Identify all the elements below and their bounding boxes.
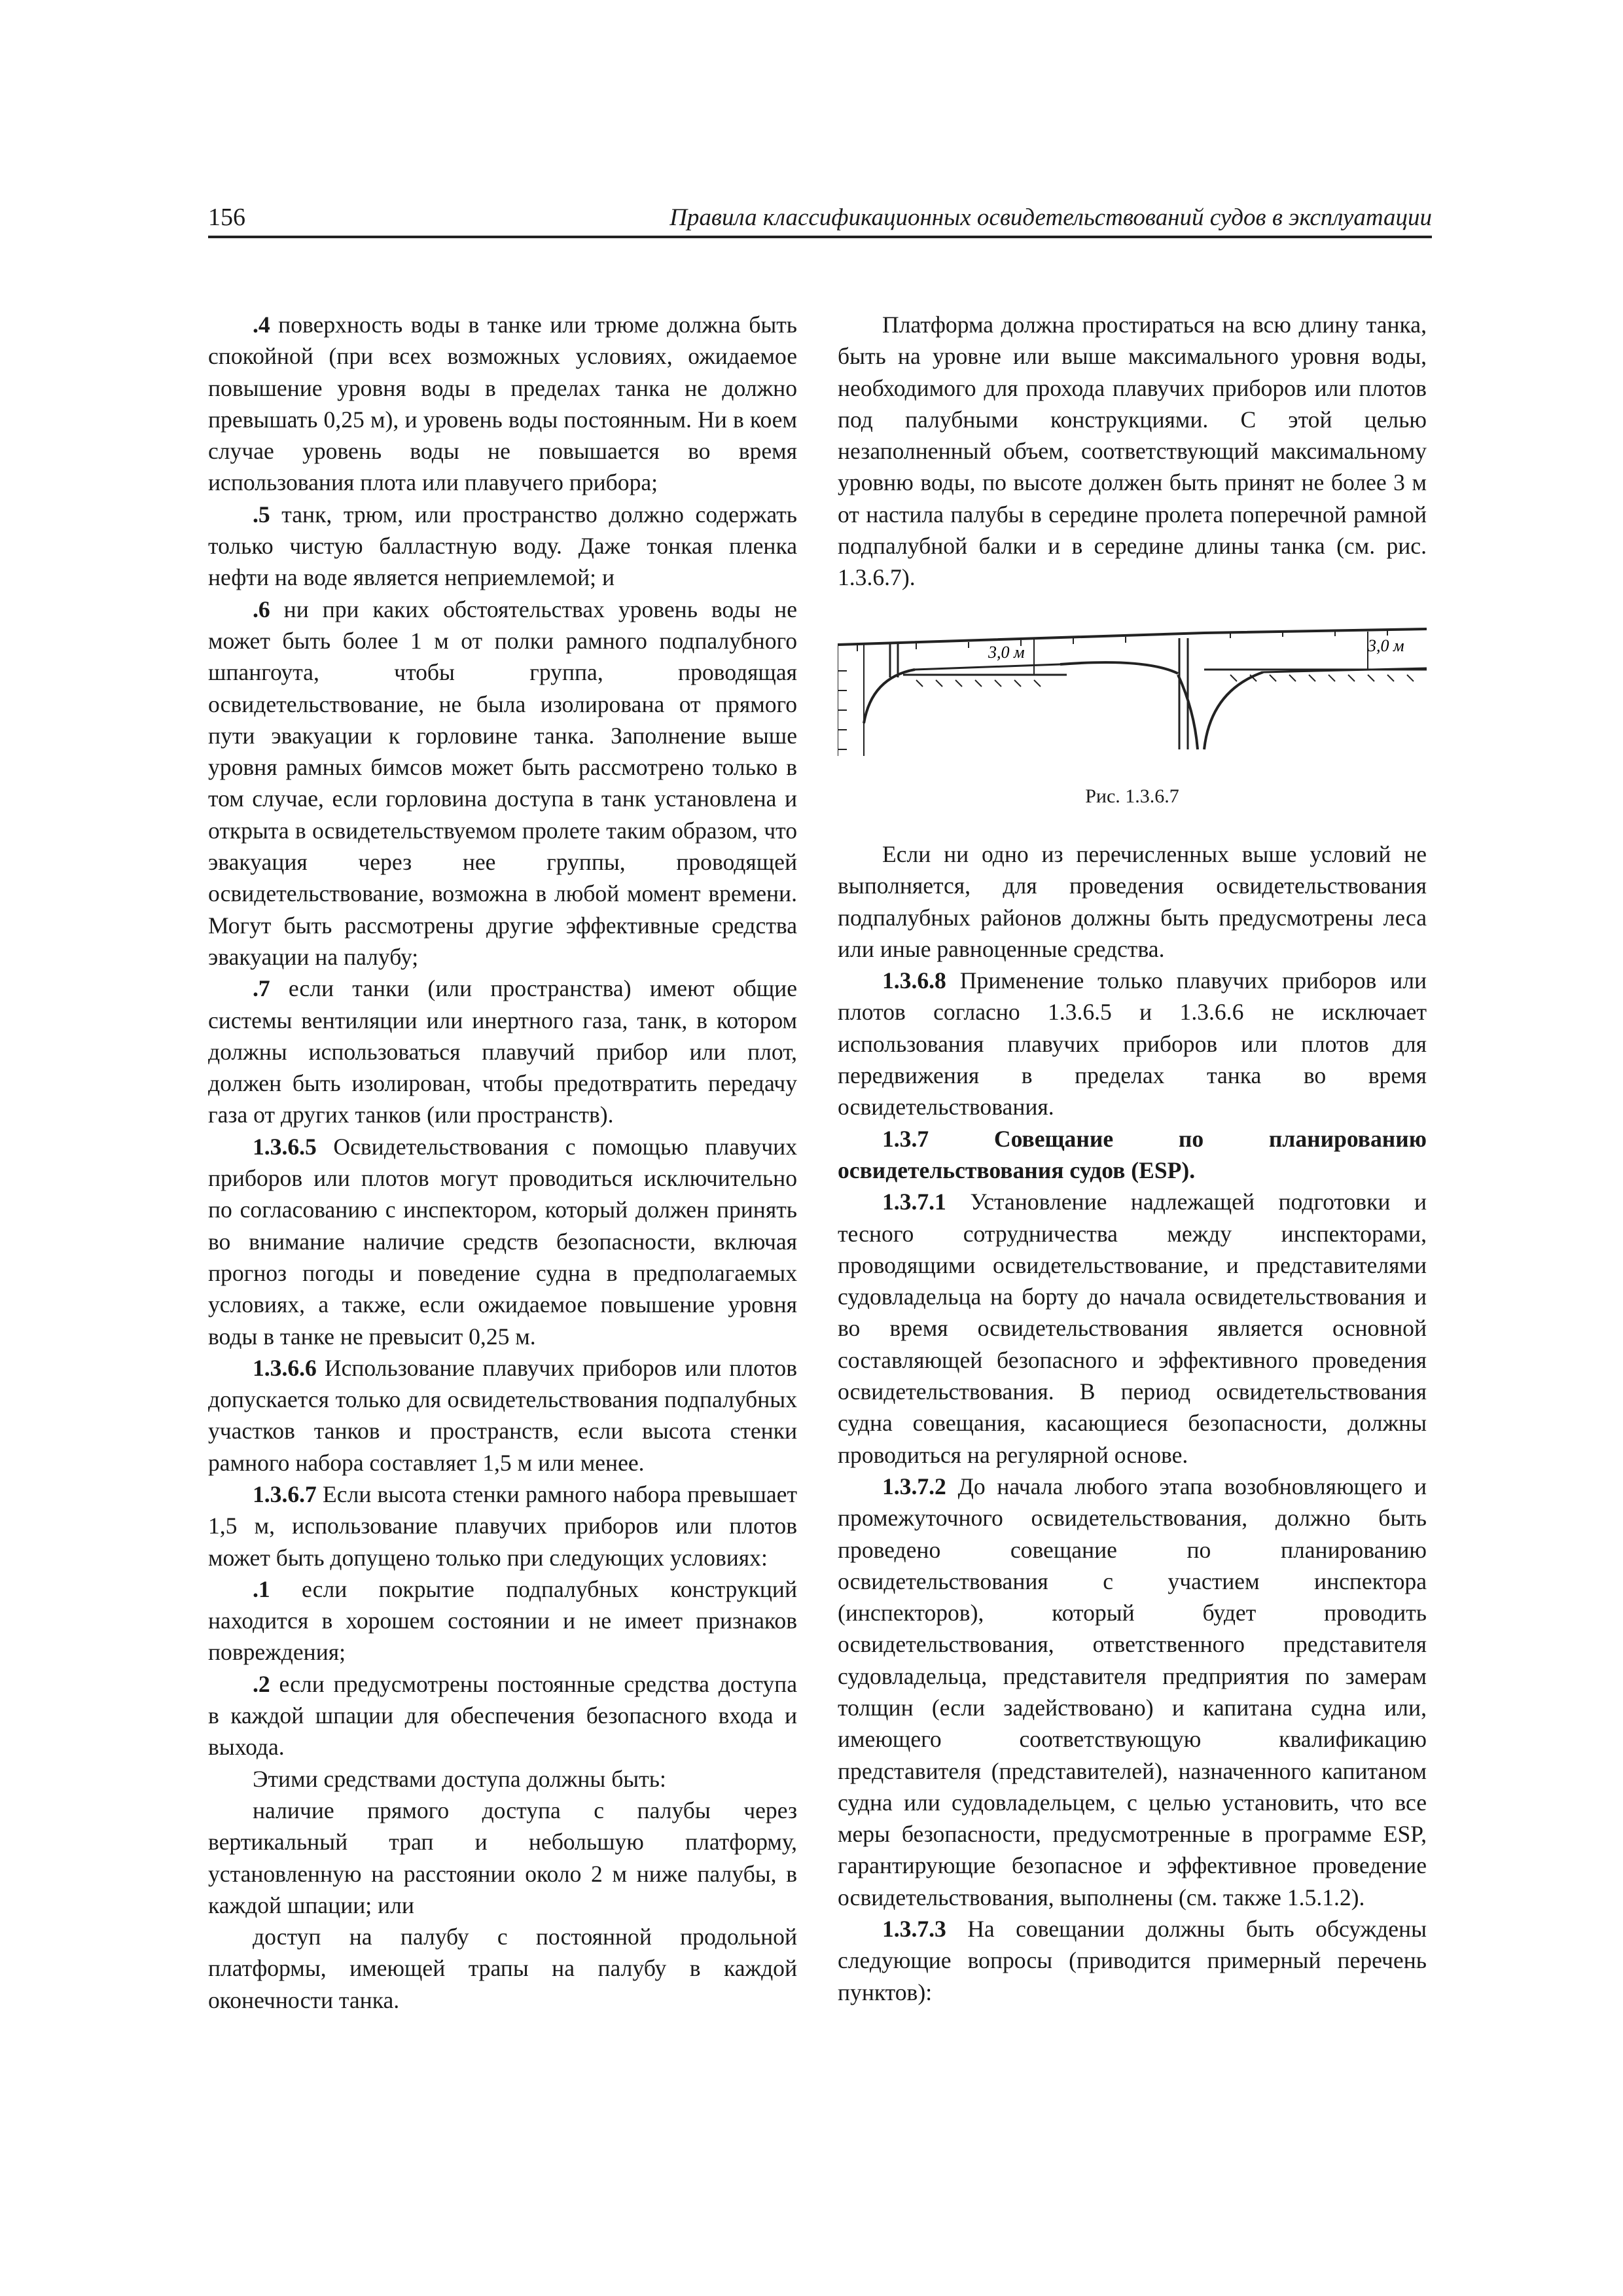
paragraph — [838, 1186, 1427, 1471]
paragraph-text: Платформа должна простираться на всю длину танка, быть на уровне или выше максимального уровня воды, необходимого для прохода плавучих приборов или плотов под палубными конструкциями. С этой целью незаполненный объем, соответствующий максимальному уровню воды, по высоте должен быть принят не более 3 м от настила палубы в середине пролета поперечной рамной подпалубной балки и в середине длины танка (см. рис. 1.3.6.7). — [838, 312, 1427, 591]
clause-number: 1.3.6.5 — [253, 1133, 317, 1160]
clause-number: .7 — [253, 975, 270, 1002]
clause-number: .2 — [253, 1670, 270, 1697]
paragraph — [208, 1668, 797, 1763]
paragraph-text: Освидетельствования с помощью плавучих приборов или плотов могут проводиться исключительно по согласованию с инспектором, который должен принять во внимание наличие средств безопасности, включая прогноз погоды и поведение судна в предполагаемых условиях, а также, если ожидаемое повышение уровня воды в танке не превысит 0,25 м. — [208, 1133, 797, 1350]
paragraph-text: Использование плавучих приборов или плотов допускается только для освидетельствования подпалубных участков танков и пространств, если высота стенки рамного набора составляет 1,5 м или менее. — [208, 1354, 797, 1476]
paragraph — [838, 838, 1427, 965]
paragraph-text: если предусмотрены постоянные средства доступа в каждой шпации для обеспечения безопасного входа и выхода. — [208, 1670, 797, 1761]
paragraph-text: Если высота стенки рамного набора превышает 1,5 м, использование плавучих приборов или плотов может быть допущено только при следующих условиях: — [208, 1480, 797, 1571]
clause-number: 1.3.6.6 — [253, 1354, 317, 1381]
paragraph — [208, 309, 797, 499]
paragraph-text: наличие прямого доступа с палубы через вертикальный трап и небольшую платформу, установленную на расстоянии около 2 м ниже палубы, в каждой шпации; или — [208, 1797, 797, 1918]
paragraph — [208, 499, 797, 594]
paragraph — [208, 1479, 797, 1573]
paragraph-text: Этими средствами доступа должны быть: — [253, 1765, 666, 1792]
clause-number: .1 — [253, 1575, 270, 1602]
paragraph-text: До начала любого этапа возобновляющего и промежуточного освидетельствования, должно быть проведено совещание по планированию освидетельствования с участием инспектора (инспекторов), который будет проводить освидетельствования, ответственного представителя судовладельца, представителя предприятия по замерам толщин (если задействовано) и капитана судна или, имеющего соответствующую квалификацию представителя (представителей), назначенного капитаном судна или судовладельцем, с целью установить, что все меры безопасности, предусмотренные в программе ESP, гарантирующие безопасное и эффективное проведение освидетельствования, выполнены (см. также 1.5.1.2). — [838, 1473, 1427, 1910]
paragraph — [208, 1573, 797, 1668]
paragraph-text: ни при каких обстоятельствах уровень воды не может быть более 1 м от полки рамного подпалубного шпангоута, чтобы группа, проводящая освидетельствование, не была изолирована от прямого пути эвакуации к горловине танка. Заполнение выше уровня рамных бимсов может быть рассмотрено только в том случае, если горловина доступа в танк установлена и открыта в освидетельствуемом пролете таким образом, что эвакуация через нее группы, проводящей освидетельствование, возможна в любой момент времени. Могут быть рассмотрены другие эффективные средства эвакуации на палубу; — [208, 596, 797, 970]
left-column — [208, 309, 797, 2016]
paragraph-text: танк, трюм, или пространство должно содержать только чистую балластную воду. Даже тонкая пленка нефти на воде является неприемлемой; и — [208, 501, 797, 591]
paragraph-text: На совещании должны быть обсуждены следующие вопросы (приводится примерный перечень пунктов): — [838, 1916, 1427, 2005]
figure-1-3-6-7 — [838, 619, 1427, 769]
paragraph — [838, 1913, 1427, 2008]
clause-number: .5 — [253, 501, 270, 528]
paragraph-text: если танки (или пространства) имеют общие системы вентиляции или инертного газа, танк, в котором должны использоваться плавучий прибор или плот, должен быть изолирован, чтобы предотвратить передачу газа от других танков (или пространств). — [208, 975, 797, 1128]
page-number: 156 — [208, 204, 245, 231]
deck-line — [838, 629, 1427, 645]
left-bracket — [864, 670, 915, 723]
paragraph — [208, 1795, 797, 1921]
paragraph — [208, 594, 797, 973]
page-header — [208, 196, 1432, 238]
paragraph-text: поверхность воды в танке или трюме должна быть спокойной (при всех возможных условиях, ожидаемое повышение уровня воды в пределах танка не должно превышать 0,25 м), и уровень воды постоянным. Ни в коем случае уровень воды не повышается во время использования плота или плавучего прибора; — [208, 312, 797, 496]
paragraph — [208, 1921, 797, 2016]
paragraph — [838, 309, 1427, 594]
dimension-label-1: 3,0 м — [988, 642, 1025, 662]
paragraph-text: Установление надлежащей подготовки и тесного сотрудничества между инспекторами, проводящими освидетельствование, и представителями судовладельца на борту до начала освидетельствования и во время освидетельствования является основной составляющей безопасного и эффективного проведения освидетельствования. В период освидетельствования судна совещания, касающиеся безопасности, должны проводиться на регулярной основе. — [838, 1189, 1427, 1468]
clause-number: .4 — [253, 312, 270, 338]
running-title: Правила классификационных освидетельствований судов в эксплуатации — [669, 204, 1432, 231]
dimension-label-2: 3,0 м — [1368, 636, 1404, 655]
section-heading: 1.3.7 Совещание по планированию освидетельствования судов (ESP). — [838, 1125, 1427, 1183]
clause-number: 1.3.7.3 — [882, 1916, 946, 1943]
clause-number: 1.3.7.2 — [882, 1473, 946, 1499]
clause-number: 1.3.7.1 — [882, 1189, 946, 1215]
paragraph-text: доступ на палубу с постоянной продольной платформы, имеющей трапы на палубу в каждой оконечности танка. — [208, 1924, 797, 2013]
paragraph — [208, 1352, 797, 1479]
clause-number: 1.3.6.8 — [882, 967, 946, 994]
tank-section-diagram — [838, 619, 1427, 769]
paragraph — [208, 1763, 797, 1795]
clause-number: 1.3.6.7 — [253, 1480, 317, 1507]
paragraph — [208, 973, 797, 1130]
paragraph-text: если покрытие подпалубных конструкций находится в хорошем состоянии и не имеет признаков повреждения; — [208, 1575, 797, 1666]
figure-caption: Рис. 1.3.6.7 — [1085, 785, 1179, 807]
clause-number: .6 — [253, 596, 270, 622]
paragraph — [208, 1131, 797, 1352]
right-column — [838, 309, 1427, 2008]
paragraph-text: Применение только плавучих приборов или плотов согласно 1.3.6.5 и 1.3.6.6 не исключает использования плавучих приборов или плотов для передвижения в пределах танка во время освидетельствования. — [838, 967, 1427, 1121]
paragraph — [838, 1471, 1427, 1913]
paragraph — [838, 965, 1427, 1122]
paragraph-text: Если ни одно из перечисленных выше условий не выполняется, для проведения освидетельствования подпалубных районов должны быть предусмотрены леса или иные равноценные средства. — [838, 840, 1427, 962]
